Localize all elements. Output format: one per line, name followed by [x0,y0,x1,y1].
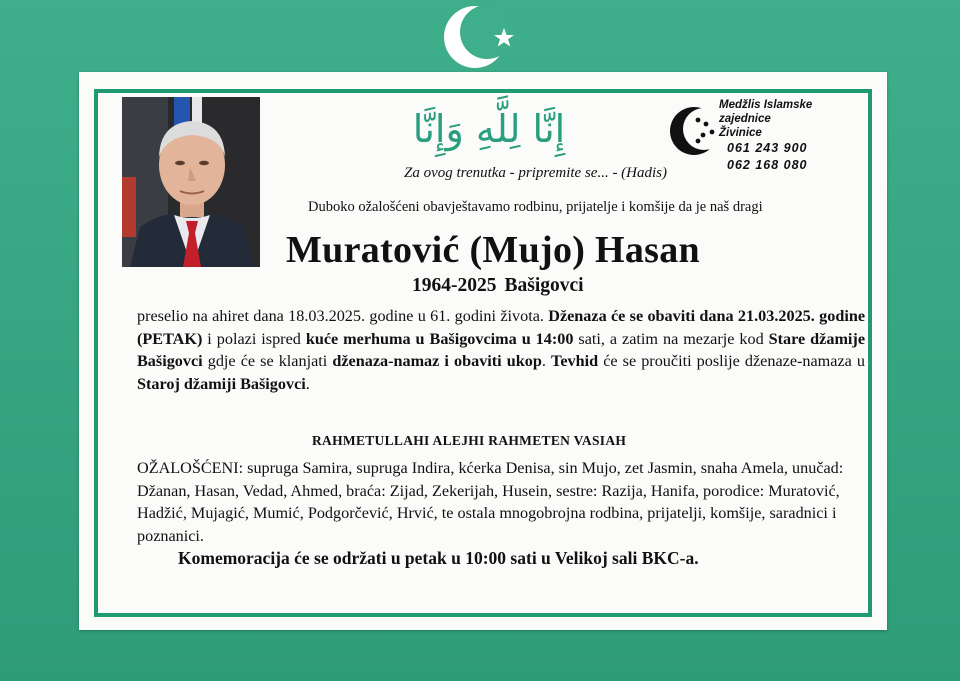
body-text-part: sati, a zatim na mezarje kod [573,329,769,348]
hadis-quote: Za ovog trenutka - pripremite se... - (Hadis) [404,165,668,181]
intro-text: Duboko ožalošćeni obavještavamo rodbinu, prijatelje i komšije da je naš dragi [308,199,763,215]
deceased-name: Muratović (Mujo) Hasan [286,229,700,271]
rahmet-dua: RAHMETULLAHI ALEJHI RAHMETEN VASIAH [312,433,627,448]
crescent-stars-icon [668,103,720,159]
arabic-calligraphy: إِنَّا لِلَّهِ وَإِنَّا [412,107,566,151]
commemoration-note: Komemoracija će se održati u petak u 10:00 sati u Velikoj sali BKC-a. [178,548,699,568]
years: 1964-2025 [412,275,497,296]
life-dates [412,275,584,297]
portrait-photo [122,97,260,267]
obituary-notice [79,72,887,630]
body-text-bold: Tevhid [551,352,599,370]
body-text-part: i polazi ispred [202,329,306,348]
organization-city: Živinice [719,127,762,139]
body-text-bold: Staroj džamiji Bašigovci [137,374,306,393]
funeral-details [137,305,865,395]
body-text-part: . [541,352,552,370]
body-text-part: će se proučiti poslije dženaze-namaza u [598,352,865,370]
body-text-bold: dženaza-namaz i obaviti ukop [332,352,542,370]
organization-name: Medžlis Islamske zajednice [719,99,813,125]
body-text-bold: Stare džamije Bašigovci [137,329,866,370]
mourners-list: OŽALOŠĆENI: supruga Samira, supruga Indira, kćerka Denisa, sin Mujo, zet Jasmin, snaha Amela, unučad: Džanan, Hasan, Vedad, Ahmed, braća: Zijad, Zekerijah, Husein, sestre: Razija, Hanifa, porodice: Muratović, Hadžić, Mujagić, Mumić, Podgorčević, Hrvić, te ostala mnogobrojna rodbina, prijatelji, komšije, saradnici i poznanici. [137,459,844,545]
place: Bašigovci [504,275,584,296]
body-text-bold: Dženaza će se obaviti dana 21.03.2025. godine (PETAK) [137,307,866,348]
body-text-bold: kuće merhuma u Bašigovcima u 14:00 [305,329,574,348]
body-text-part: . [305,374,310,393]
crescent-star-icon [438,4,528,70]
organization-info [719,98,867,174]
body-text-part: preselio na ahiret dana 18.03.2025. godine u 61. godini života. [137,307,549,325]
phone-number-2: 062 168 080 [727,158,808,172]
phone-number-1: 061 243 900 [727,141,808,155]
body-text-part: gdje će se klanjati [202,352,333,370]
